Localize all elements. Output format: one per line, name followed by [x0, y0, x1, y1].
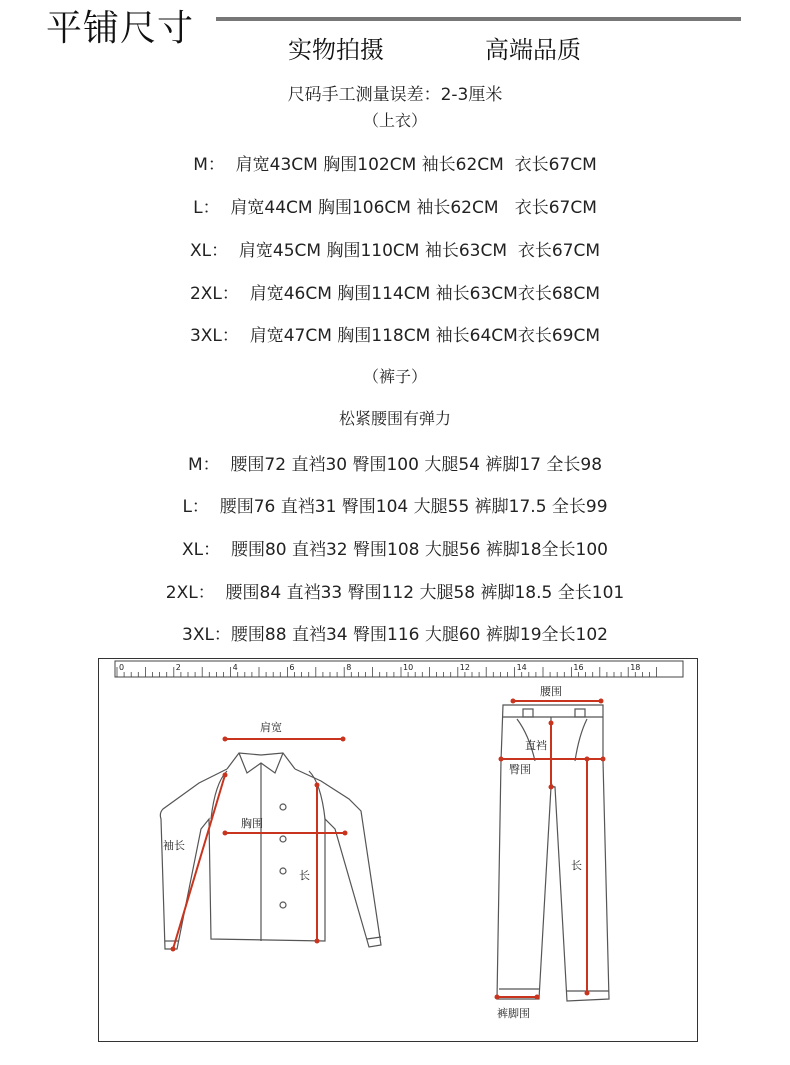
ruler-label: 16: [573, 663, 584, 672]
diagram-svg: [99, 659, 699, 1043]
label-pants-length: 长: [571, 859, 582, 872]
waist-dot-right: [599, 699, 604, 704]
ruler-label: 0: [119, 663, 125, 672]
ruler-label: 10: [403, 663, 414, 672]
ruler: [115, 661, 683, 677]
subtitle-quality: 高端品质: [485, 36, 581, 64]
right-cuff: [367, 937, 381, 939]
rise-dot-bottom: [549, 785, 554, 790]
top-size-row-3xl: 3XL： 肩宽47CM 胸围118CM 袖长64CM衣长69CM: [189, 326, 601, 346]
rise-dot-top: [549, 721, 554, 726]
ruler-frame: [115, 661, 683, 677]
pants-size-row-m: M： 腰围72 直裆30 臀围100 大腿54 裤脚17 全长98: [187, 455, 603, 475]
measurement-note: 尺码手工测量误差：2-3厘米: [287, 85, 503, 105]
top-size-row-l: L： 肩宽44CM 胸围106CM 袖长62CM 衣长67CM: [193, 198, 597, 218]
sleeve-measure-dot-bottom: [171, 947, 176, 952]
label-shoulder: 肩宽: [260, 721, 282, 734]
pants-size-row-3xl: 3XL：腰围88 直裆34 臀围116 大腿60 裤脚19全长102: [182, 625, 608, 645]
ruler-label: 12: [459, 663, 470, 672]
pants-size-row-l: L： 腰围76 直裆31 臀围104 大腿55 裤脚17.5 全长99: [182, 497, 608, 517]
measurement-diagram: [98, 658, 698, 1042]
hip-dot-right: [601, 757, 606, 762]
ruler-label: 4: [232, 663, 238, 672]
label-hip: 臀围: [509, 763, 531, 776]
pocket-right: [575, 719, 587, 761]
ruler-label: 14: [516, 663, 527, 672]
hip-dot-left: [499, 757, 504, 762]
belt-loop-right: [575, 709, 585, 717]
pants-size-row-2xl: 2XL： 腰围84 直裆33 臀围112 大腿58 裤脚18.5 全长101: [165, 583, 625, 603]
shirt-button-2: [280, 836, 286, 842]
pants-length-dot-top: [585, 757, 590, 762]
pants-outline: [497, 705, 609, 1001]
pants-elastic-note: 松紧腰围有弹力: [338, 409, 451, 428]
top-section-label: （上衣）: [362, 111, 427, 130]
waist-dot-left: [511, 699, 516, 704]
ruler-label: 6: [289, 663, 295, 672]
pants-illustration: [497, 705, 609, 1001]
label-waist: 腰围: [540, 685, 562, 698]
pants-measurements: [495, 699, 606, 1000]
shirt-measurements: [171, 737, 348, 952]
label-sleeve: 袖长: [163, 839, 185, 852]
chest-measure-dot-right: [343, 831, 348, 836]
shirt-length-dot-bottom: [315, 939, 320, 944]
shirt-button-4: [280, 902, 286, 908]
title-divider: [216, 17, 741, 21]
belt-loop-left: [523, 709, 533, 717]
shirt-illustration: [160, 753, 381, 949]
pants-section-label: （裤子）: [362, 367, 427, 386]
label-shirt-length: 长: [299, 869, 310, 882]
label-rise: 直裆: [525, 739, 547, 752]
top-size-row-2xl: 2XL： 肩宽46CM 胸围114CM 袖长63CM衣长68CM: [189, 284, 601, 304]
label-hem: 裤脚围: [497, 1007, 530, 1020]
shoulder-measure-dot-left: [223, 737, 228, 742]
shirt-length-dot-top: [315, 783, 320, 788]
chest-measure-dot-left: [223, 831, 228, 836]
hem-dot-right: [535, 995, 540, 1000]
sleeve-measure-dot-top: [223, 773, 228, 778]
ruler-label: 2: [175, 663, 181, 672]
sleeve-measure-line: [173, 775, 225, 949]
shirt-body-outline: [160, 769, 381, 949]
ruler-label: 18: [630, 663, 641, 672]
top-size-row-m: M： 肩宽43CM 胸围102CM 袖长62CM 衣长67CM: [193, 155, 597, 175]
shirt-button-3: [280, 868, 286, 874]
page-title: 平铺尺寸: [46, 8, 195, 49]
pants-size-row-xl: XL： 腰围80 直裆32 臀围108 大腿56 裤脚18全长100: [182, 540, 608, 560]
pants-length-dot-bottom: [585, 991, 590, 996]
shoulder-measure-dot-right: [341, 737, 346, 742]
top-size-row-xl: XL： 肩宽45CM 胸围110CM 袖长63CM 衣长67CM: [189, 241, 601, 261]
hem-dot-left: [495, 995, 500, 1000]
subtitle-real-photo: 实物拍摄: [288, 36, 384, 64]
shirt-button-1: [280, 804, 286, 810]
label-chest: 胸围: [241, 817, 263, 830]
ruler-label: 8: [346, 663, 352, 672]
